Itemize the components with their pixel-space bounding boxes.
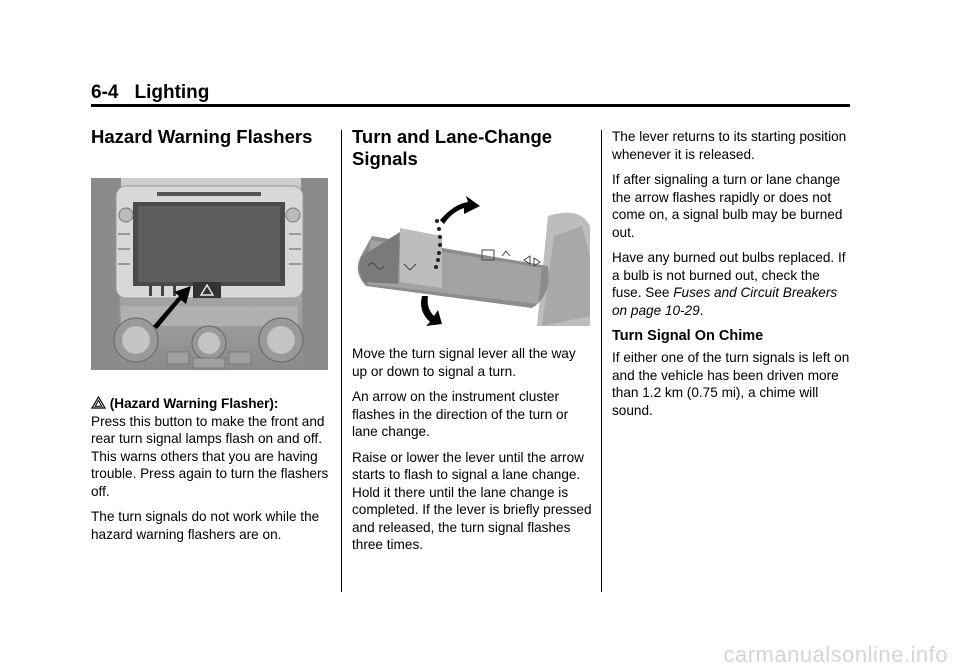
header-rule: [91, 104, 850, 107]
section-title: Lighting: [134, 82, 210, 103]
chime-text: If either one of the turn signals is left on and the vehicle has been driven more than 1.2 km (0.75 mi), a chime will sound.: [612, 350, 850, 418]
hazard-heading: Hazard Warning Flashers: [91, 126, 313, 147]
turn-signal-lever-illustration: [352, 196, 590, 326]
turn-signal-p3: Raise or lower the lever until the arrow starts to flash to signal a lane change. Hold it there until the lane change is completed. If the lever is briefly pressed and released, the turn signal flashes three times.: [352, 449, 592, 552]
column-continued: [612, 128, 852, 427]
watermark: carmanualsonline.info: [723, 642, 948, 667]
lever-return-text: The lever returns to its starting position whenever it is released.: [612, 129, 847, 162]
turn-signal-p2: An arrow on the instrument cluster flashes in the direction of the turn or lane change.: [352, 389, 569, 439]
hazard-label: (Hazard Warning Flasher):: [109, 396, 279, 411]
turn-signal-heading: Turn and Lane-Change Signals: [352, 126, 553, 169]
chime-heading: Turn Signal On Chime: [612, 328, 764, 344]
page-header: [91, 82, 209, 104]
hazard-note: The turn signals do not work while the hazard warning flashers are on.: [91, 509, 320, 542]
column-hazard: [91, 126, 331, 551]
hazard-description: (Hazard Warning Flasher): Press this button to make the front and rear turn signal lamps flash on and off. This warns others that you are having trouble. Press again to turn the flashers off.: [91, 396, 329, 499]
hazard-icon: [91, 396, 106, 411]
bulb-warning-text: If after signaling a turn or lane change the arrow flashes rapidly or does not come on, a signal bulb may be burned out.: [612, 172, 843, 240]
turn-signal-p1: Move the turn signal lever all the way up or down to signal a turn.: [352, 346, 576, 379]
column-divider-2: [601, 130, 602, 592]
hazard-button-illustration: [91, 178, 328, 370]
column-divider-1: [341, 130, 342, 592]
fuses-reference-link[interactable]: Fuses and Circuit Breakers on page 10-29: [612, 285, 838, 318]
page-number: 6-4: [91, 82, 119, 103]
fuse-reference-text: Have any burned out bulbs replaced. If a bulb is not burned out, check the fuse. See Fuses and Circuit Breakers on page 10-29.: [612, 250, 846, 318]
column-turn-signals: [352, 126, 592, 562]
